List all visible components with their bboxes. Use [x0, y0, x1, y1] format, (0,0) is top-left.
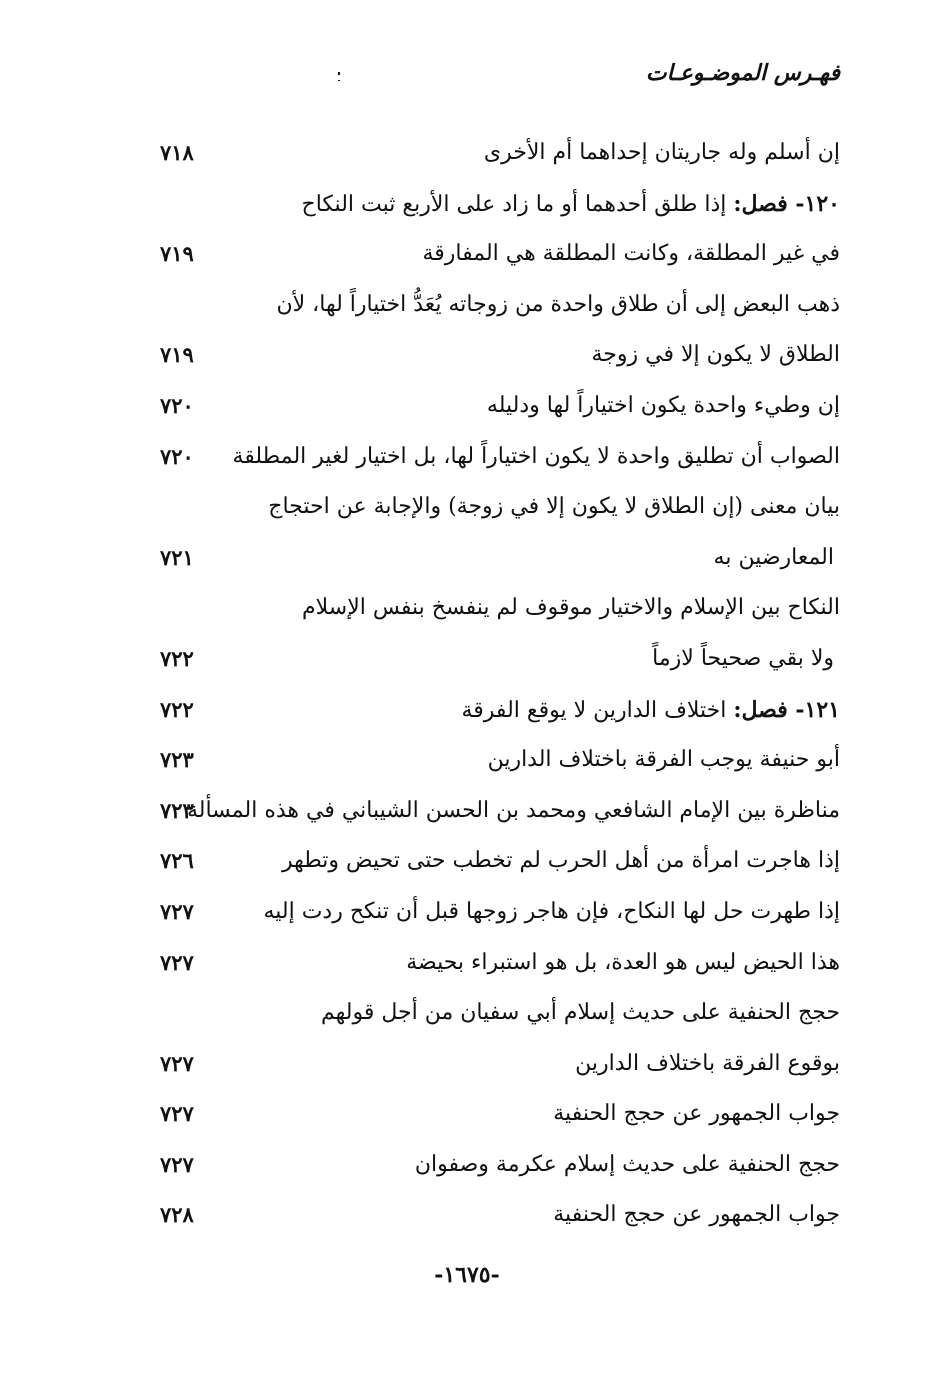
toc-entry [150, 1089, 840, 1140]
toc-entry-page: ٧٢٢ [160, 696, 194, 722]
header-title: فهـرس الموضـوعـات [645, 60, 840, 86]
toc-entry-page: ٧٢٧ [160, 949, 194, 975]
entry-text: النكاح بين الإسلام والاختيار موقوف لم ينفسخ بنفس الإسلام [302, 595, 840, 621]
section-number: ١٢٠ [804, 190, 840, 217]
toc-entry-page: ٧٢٠ [160, 443, 194, 469]
page-number: -١٦٧٥- [434, 1262, 500, 1288]
toc-entry-title [268, 490, 840, 524]
toc-entry [150, 1039, 840, 1090]
toc-entry-title [575, 1047, 840, 1081]
toc-entry [150, 583, 840, 634]
toc-entry [150, 634, 840, 685]
toc-entry-page: ٧٢٧ [160, 1151, 194, 1177]
toc-entry-page: ٧٢٣ [160, 797, 194, 823]
toc-entry-page: ٧٢٢ [160, 645, 194, 671]
entry-text: حجج الحنفية على حديث إسلام أبي سفيان من أجل قولهم [321, 1000, 840, 1026]
toc-entry-title [488, 743, 840, 777]
header-rule-thick [338, 72, 340, 75]
toc-entry-title [652, 642, 834, 676]
toc-entry [150, 330, 840, 381]
toc-entry [150, 836, 840, 887]
entry-text: المعارضين به [713, 544, 834, 570]
toc-entry-page: ٧٢٠ [160, 392, 194, 418]
toc-entry [150, 685, 840, 736]
entry-text: أبو حنيفة يوجب الفرقة باختلاف الدارين [487, 747, 840, 773]
toc-entry-title [487, 389, 840, 423]
entry-text: بيان معنى (إن الطلاق لا يكون إلا في زوجة) والإجابة عن احتجاج [268, 494, 840, 520]
toc-entry-title [553, 1198, 840, 1232]
entry-text: إذا هاجرت امرأة من أهل الحرب لم تخطب حتى تحيض وتطهر [281, 848, 840, 874]
toc-entry [150, 988, 840, 1039]
entry-text: في غير المطلقة، وكانت المطلقة هي المفارقة [422, 241, 840, 267]
toc-entry-title [553, 1097, 840, 1131]
entry-text: حجج الحنفية على حديث إسلام عكرمة وصفوان [414, 1151, 840, 1177]
toc-entry-title [422, 237, 840, 271]
toc-entry [150, 381, 840, 432]
toc-entry-page: ٧٢٨ [160, 1202, 194, 1228]
toc-entry [150, 432, 840, 483]
toc-entry [150, 735, 840, 786]
toc-entry-page: ٧٢١ [160, 544, 194, 570]
toc-entry-title [484, 136, 840, 170]
entry-text: إن وطيء واحدة يكون اختياراً لها ودليله [486, 392, 840, 418]
entry-text: الصواب أن تطليق واحدة لا يكون اختياراً لها، بل اختيار لغير المطلقة [232, 443, 840, 469]
toc-entry-page: ٧٢٧ [160, 898, 194, 924]
toc-entry-page: ٧٢٣ [160, 747, 194, 773]
toc-entry-title [232, 440, 840, 474]
entry-text: بوقوع الفرقة باختلاف الدارين [575, 1050, 840, 1076]
toc-entry-title [187, 794, 840, 828]
toc-entry-title [321, 996, 840, 1030]
entry-text: اختلاف الدارين لا يوقع الفرقة [461, 697, 727, 723]
toc-entry-title [276, 288, 840, 322]
toc-entry [150, 229, 840, 280]
entry-text: الطلاق لا يكون إلا في زوجة [591, 342, 840, 368]
toc-entry-title [461, 693, 840, 728]
toc-entry-title [282, 844, 840, 878]
entry-text: ذهب البعض إلى أن طلاق واحدة من زوجاته يُعَدُّ اختياراً لها، لأن [276, 291, 840, 317]
entry-text: إذا طهرت حل لها النكاح، فإن هاجر زوجها قبل أن تنكح ردت إليه [263, 898, 840, 924]
running-header [128, 58, 840, 98]
entry-text: إن أسلم وله جاريتان إحداهما أم الأخرى [483, 140, 840, 165]
toc-entry-title [263, 895, 840, 929]
entry-text: إذا طلق أحدهما أو ما زاد على الأربع ثبت النكاح [301, 191, 727, 217]
toc-entry [150, 128, 840, 179]
toc-entry [150, 482, 840, 533]
toc-entry-title [302, 187, 841, 222]
toc-entry [150, 179, 840, 230]
toc-entry-page: ٧٢٧ [160, 1050, 194, 1076]
section-number: ١٢١ [804, 696, 840, 723]
toc-entry-title [714, 541, 834, 575]
entry-text: جواب الجمهور عن حجج الحنفية [553, 1101, 840, 1127]
toc-entry-page: ٧١٨ [160, 140, 194, 165]
toc-entry-page: ٧٢٧ [160, 1101, 194, 1127]
toc-entry-page: ٧٢٦ [160, 848, 194, 874]
entry-text: هذا الحيض ليس هو العدة، بل هو استبراء بحيضة [406, 949, 840, 975]
toc-entry-title [591, 338, 840, 372]
section-label: - فصل: [733, 190, 805, 217]
entry-text: مناظرة بين الإمام الشافعي ومحمد بن الحسن الشيباني في هذه المسألة [186, 797, 840, 823]
header-rule-thin [338, 80, 340, 81]
toc-entry [150, 533, 840, 584]
entry-text: ولا بقي صحيحاً لازماً [652, 645, 834, 671]
entry-text: جواب الجمهور عن حجج الحنفية [553, 1202, 840, 1228]
toc-entry-title [406, 946, 840, 980]
toc-entry [150, 280, 840, 331]
toc-entry-title [302, 591, 840, 625]
table-of-contents [150, 128, 840, 1241]
section-label: - فصل: [733, 696, 805, 723]
toc-entry [150, 1190, 840, 1241]
toc-entry [150, 1140, 840, 1191]
toc-entry-page: ٧١٩ [160, 241, 194, 267]
toc-entry-title [415, 1148, 840, 1182]
toc-entry [150, 786, 840, 837]
toc-entry-page: ٧١٩ [160, 342, 194, 368]
toc-entry [150, 887, 840, 938]
toc-entry [150, 938, 840, 989]
